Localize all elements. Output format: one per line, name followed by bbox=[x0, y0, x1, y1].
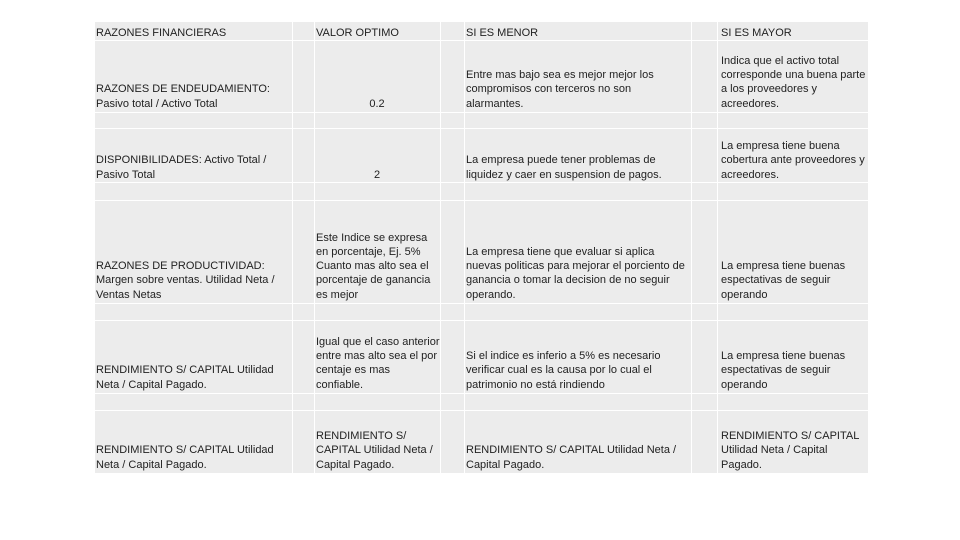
row1-valor: 0.2 bbox=[369, 97, 385, 110]
row3-mayor: La empresa tiene buenas espectativas de seguir operando bbox=[721, 260, 846, 301]
row-divider bbox=[95, 303, 868, 304]
row-divider bbox=[95, 182, 868, 183]
row4-menor: Si el indice es inferio a 5% es necesario verificar cual es la causa por lo cual el patrimonio no está rindiendo bbox=[466, 350, 661, 391]
row5-menor: RENDIMIENTO S/ CAPITAL Utilidad Neta / Capital Pagado. bbox=[466, 444, 677, 471]
row4-valor: Igual que el caso anterior entre mas alto sea el por centaje es mas confiable. bbox=[316, 335, 440, 391]
row3-valor: Este Indice se expresa en porcentaje, Ej. 5% Cuanto mas alto sea el porcentaje de ganancia es mejor bbox=[316, 231, 431, 301]
column-divider bbox=[440, 22, 441, 473]
row3-menor: La empresa tiene que evaluar si aplica nuevas politicas para mejorar el porciento de ganancia o tomar la decision de no seguir operando. bbox=[466, 245, 685, 301]
column-divider bbox=[314, 22, 315, 473]
row-divider bbox=[95, 112, 868, 113]
row-divider bbox=[95, 393, 868, 394]
header-si-es-mayor: SI ES MAYOR bbox=[721, 26, 792, 39]
header-razones-financieras: RAZONES FINANCIERAS bbox=[96, 26, 227, 39]
row2-valor: 2 bbox=[373, 168, 381, 181]
row3-razon: RAZONES DE PRODUCTIVIDAD: Margen sobre ventas. Utilidad Neta / Ventas Netas bbox=[96, 260, 275, 301]
row5-mayor: RENDIMIENTO S/ CAPITAL Utilidad Neta / Capital Pagado. bbox=[721, 430, 859, 471]
column-divider bbox=[464, 22, 465, 473]
column-divider bbox=[717, 22, 718, 473]
row4-mayor: La empresa tiene buenas espectativas de seguir operando bbox=[721, 350, 846, 391]
row5-razon: RENDIMIENTO S/ CAPITAL Utilidad Neta / Capital Pagado. bbox=[96, 444, 274, 471]
row4-razon: RENDIMIENTO S/ CAPITAL Utilidad Neta / Capital Pagado. bbox=[96, 364, 274, 391]
row2-menor: La empresa puede tener problemas de liquidez y caer en suspension de pagos. bbox=[466, 154, 662, 181]
header-si-es-menor: SI ES MENOR bbox=[466, 26, 539, 39]
header-valor-optimo: VALOR OPTIMO bbox=[316, 26, 399, 39]
row1-mayor: Indica que el activo total corresponde una buena parte a los proveedores y acreedores. bbox=[721, 54, 866, 110]
row1-menor: Entre mas bajo sea es mejor mejor los compromisos con terceros no son alarmantes. bbox=[466, 69, 654, 110]
column-divider bbox=[691, 22, 692, 473]
financial-ratios-table bbox=[95, 22, 868, 473]
row1-razon: RAZONES DE ENDEUDAMIENTO: Pasivo total / Activo Total bbox=[96, 83, 270, 110]
row2-razon: DISPONIBILIDADES: Activo Total / Pasivo Total bbox=[96, 154, 267, 181]
row5-valor: RENDIMIENTO S/ CAPITAL Utilidad Neta / Capital Pagado. bbox=[316, 430, 433, 471]
row2-mayor: La empresa tiene buena cobertura ante proveedores y acreedores. bbox=[721, 140, 865, 181]
